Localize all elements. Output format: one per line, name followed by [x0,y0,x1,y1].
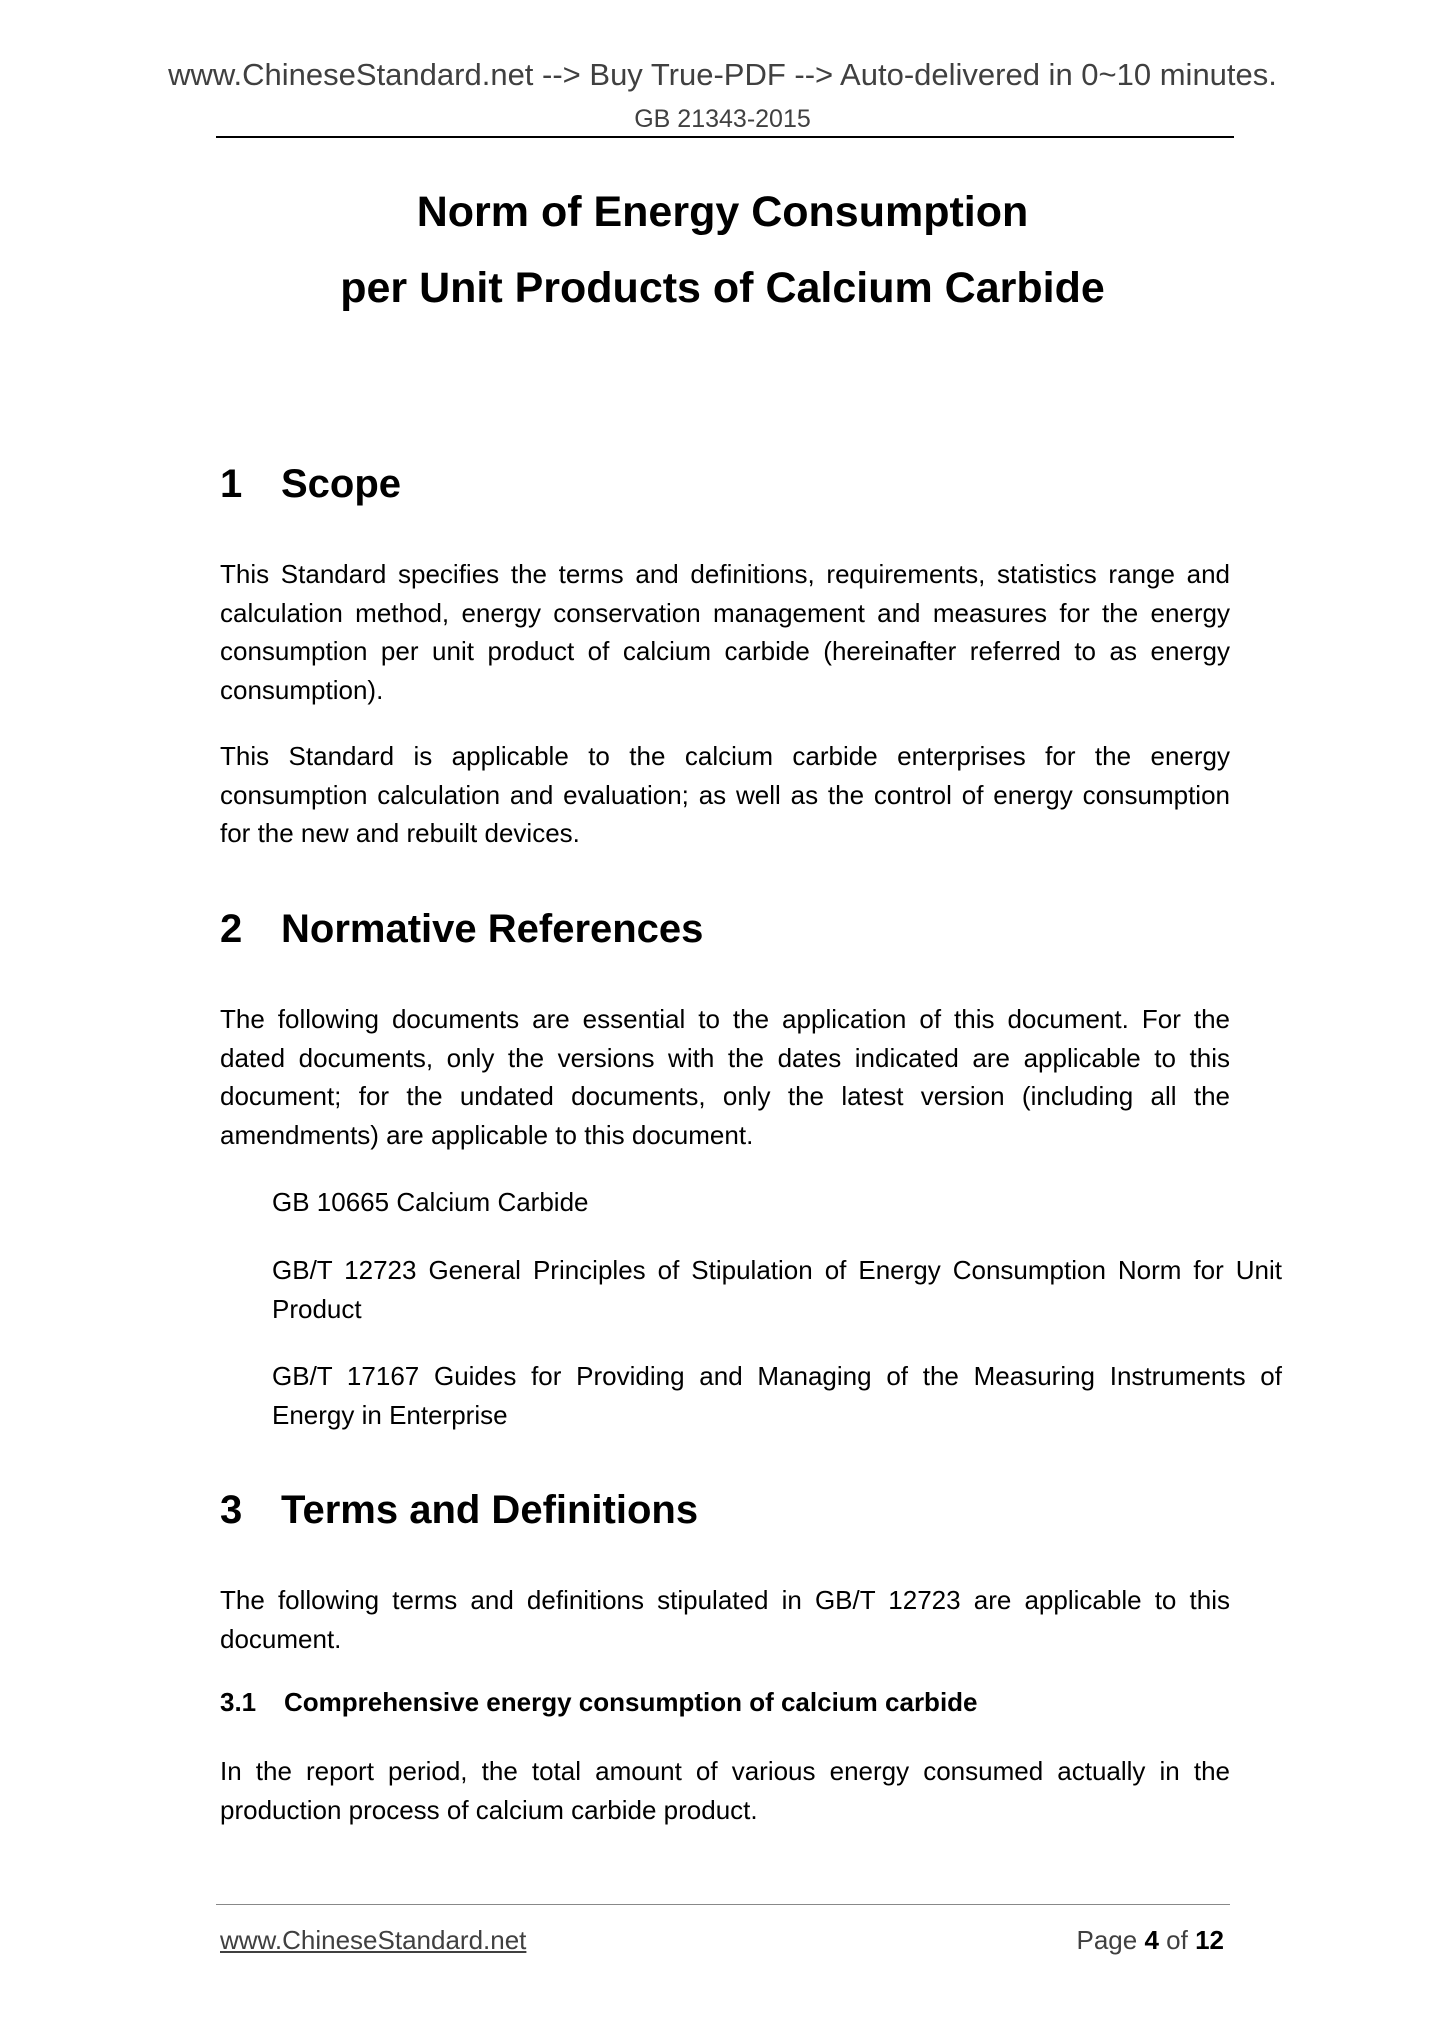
section-heading-scope [220,462,1230,507]
document-title-line-2: per Unit Products of Calcium Carbide [340,264,1105,312]
reference-item: GB/T 12723 General Principles of Stipulation of Energy Consumption Norm for Unit Product [272,1255,1282,1324]
subsection-number: 3.1 [220,1687,257,1717]
page-of-label: of [1166,1925,1188,1955]
subsection-title: Comprehensive energy consumption of calcium carbide [284,1687,978,1717]
section-title: Terms and Definitions [281,1488,699,1532]
references-intro: The following documents are essential to the application of this document. For the dated documents, only the versions with the dates indicated are applicable to this document; for the undated documents, only the latest version (including all the amendments) are applicable to this document. [220,1004,1230,1150]
header-banner: www.ChineseStandard.net --> Buy True-PDF --> Auto-delivered in 0~10 minutes. [168,57,1277,92]
scope-paragraph-2: This Standard is applicable to the calcium carbide enterprises for the energy consumption calculation and evaluation; as well as the control of energy consumption for the new and rebuilt devices. [220,741,1230,848]
footer-divider [216,1904,1230,1905]
footer-website-link[interactable]: www.ChineseStandard.net [220,1925,527,1955]
section-number: 2 [220,907,243,951]
standard-code: GB 21343-2015 [634,105,811,133]
document-title-line-1: Norm of Energy Consumption [416,188,1029,236]
section-title: Normative References [281,907,704,951]
subsection-heading-3-1 [220,1687,1230,1718]
total-pages-number: 12 [1195,1925,1224,1955]
scope-paragraph-1: This Standard specifies the terms and definitions, requirements, statistics range and calculation method, energy conservation management and measures for the energy consumption per unit product of calcium carbide (hereinafter referred to as energy consumption). [220,559,1230,705]
section-heading-terms-and-definitions [220,1488,1230,1533]
page-indicator [1076,1925,1224,1956]
page-label: Page [1076,1925,1138,1955]
reference-item: GB/T 17167 Guides for Providing and Managing of the Measuring Instruments of Energy in Enterprise [272,1361,1282,1430]
reference-item: GB 10665 Calcium Carbide [272,1187,589,1217]
current-page-number: 4 [1144,1925,1159,1955]
subsection-3-1-text: In the report period, the total amount of various energy consumed actually in the production process of calcium carbide product. [220,1756,1230,1825]
section-number: 3 [220,1488,243,1532]
section-title: Scope [281,462,402,506]
header-divider [216,136,1234,138]
section-number: 1 [220,462,243,506]
terms-intro: The following terms and definitions stipulated in GB/T 12723 are applicable to this document. [220,1585,1230,1654]
section-heading-normative-references [220,907,1230,952]
